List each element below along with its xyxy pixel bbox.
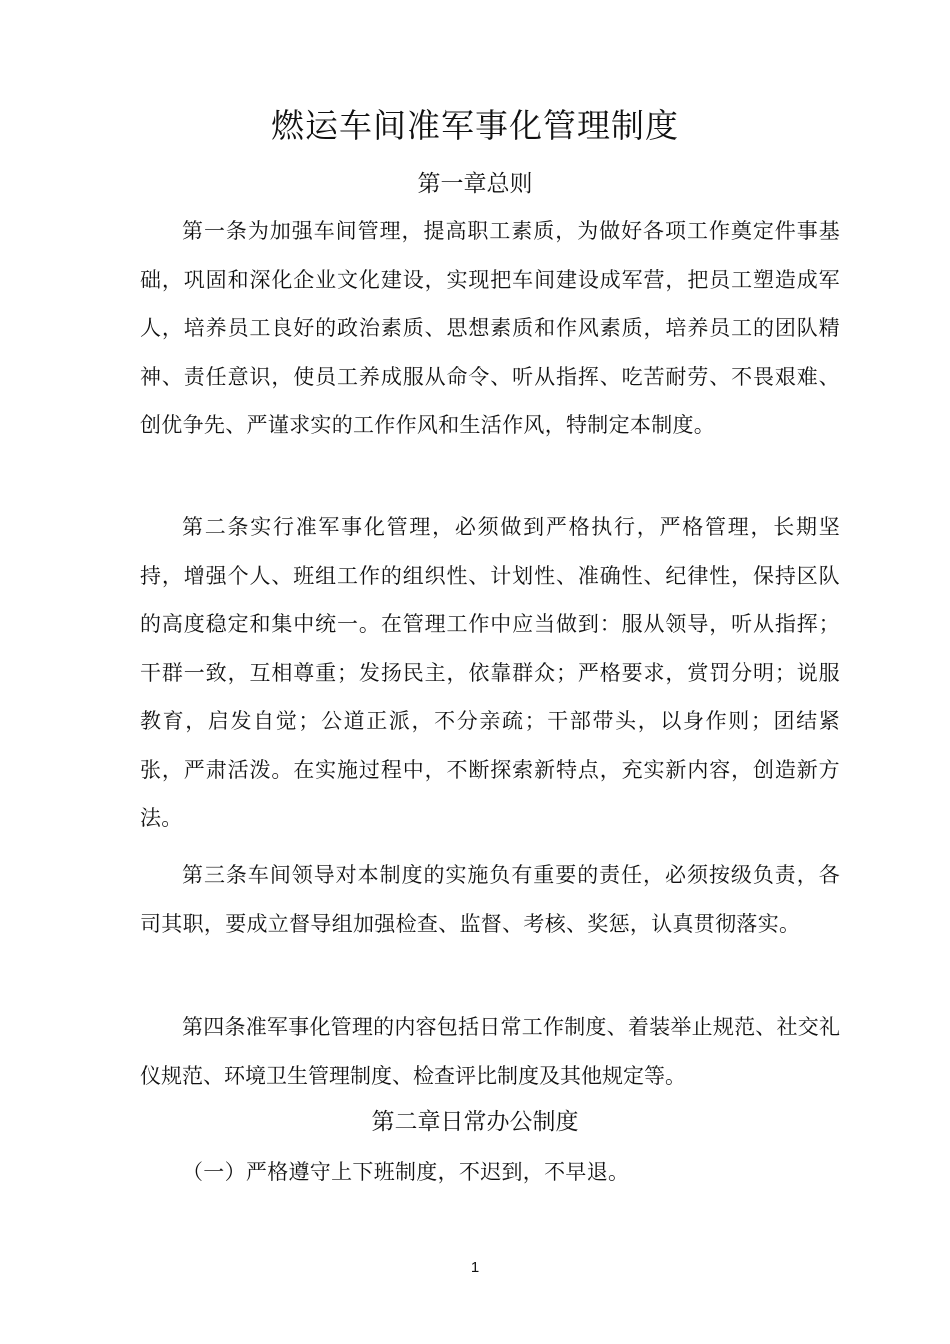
page-number: 1 (470, 1259, 480, 1276)
chapter-heading-1: 第一章总则 (417, 171, 533, 197)
document-title: 燃运车间准军事化管理制度 (271, 106, 679, 145)
article-4: 第四条准军事化管理的内容包括日常工作制度、着装举止规范、社交礼仪规范、环境卫生管理制度、检查评比制度及其他规定等。 (140, 1015, 840, 1088)
article-1: 第一条为加强车间管理，提高职工素质，为做好各项工作奠定件事基础，巩固和深化企业文化建设，实现把车间建设成军营，把员工塑造成军人，培养员工良好的政治素质、思想素质和作风素质，培养员工的团队精神、责任意识，使员工养成服从命令、听从指挥、吃苦耐劳、不畏艰难、创优争先、严谨求实的工作作风和生活作风，特制定本制度。 (140, 219, 840, 437)
chapter2-item-1: （一）严格遵守上下班制度，不迟到，不早退。 (182, 1160, 630, 1184)
article-3: 第三条车间领导对本制度的实施负有重要的责任，必须按级负责，各司其职，要成立督导组加强检查、监督、考核、奖惩，认真贯彻落实。 (140, 863, 840, 936)
chapter-heading-2: 第二章日常办公制度 (371, 1109, 579, 1135)
article-2: 第二条实行准军事化管理，必须做到严格执行，严格管理，长期坚持，增强个人、班组工作的组织性、计划性、准确性、纪律性，保持区队的高度稳定和集中统一。在管理工作中应当做到：服从领导，听从指挥；干群一致，互相尊重；发扬民主，依靠群众；严格要求，赏罚分明；说服教育，启发自觉；公道正派，不分亲疏；干部带头，以身作则；团结紧张，严肃活泼。在实施过程中，不断探索新特点，充实新内容，创造新方法。 (140, 515, 840, 830)
